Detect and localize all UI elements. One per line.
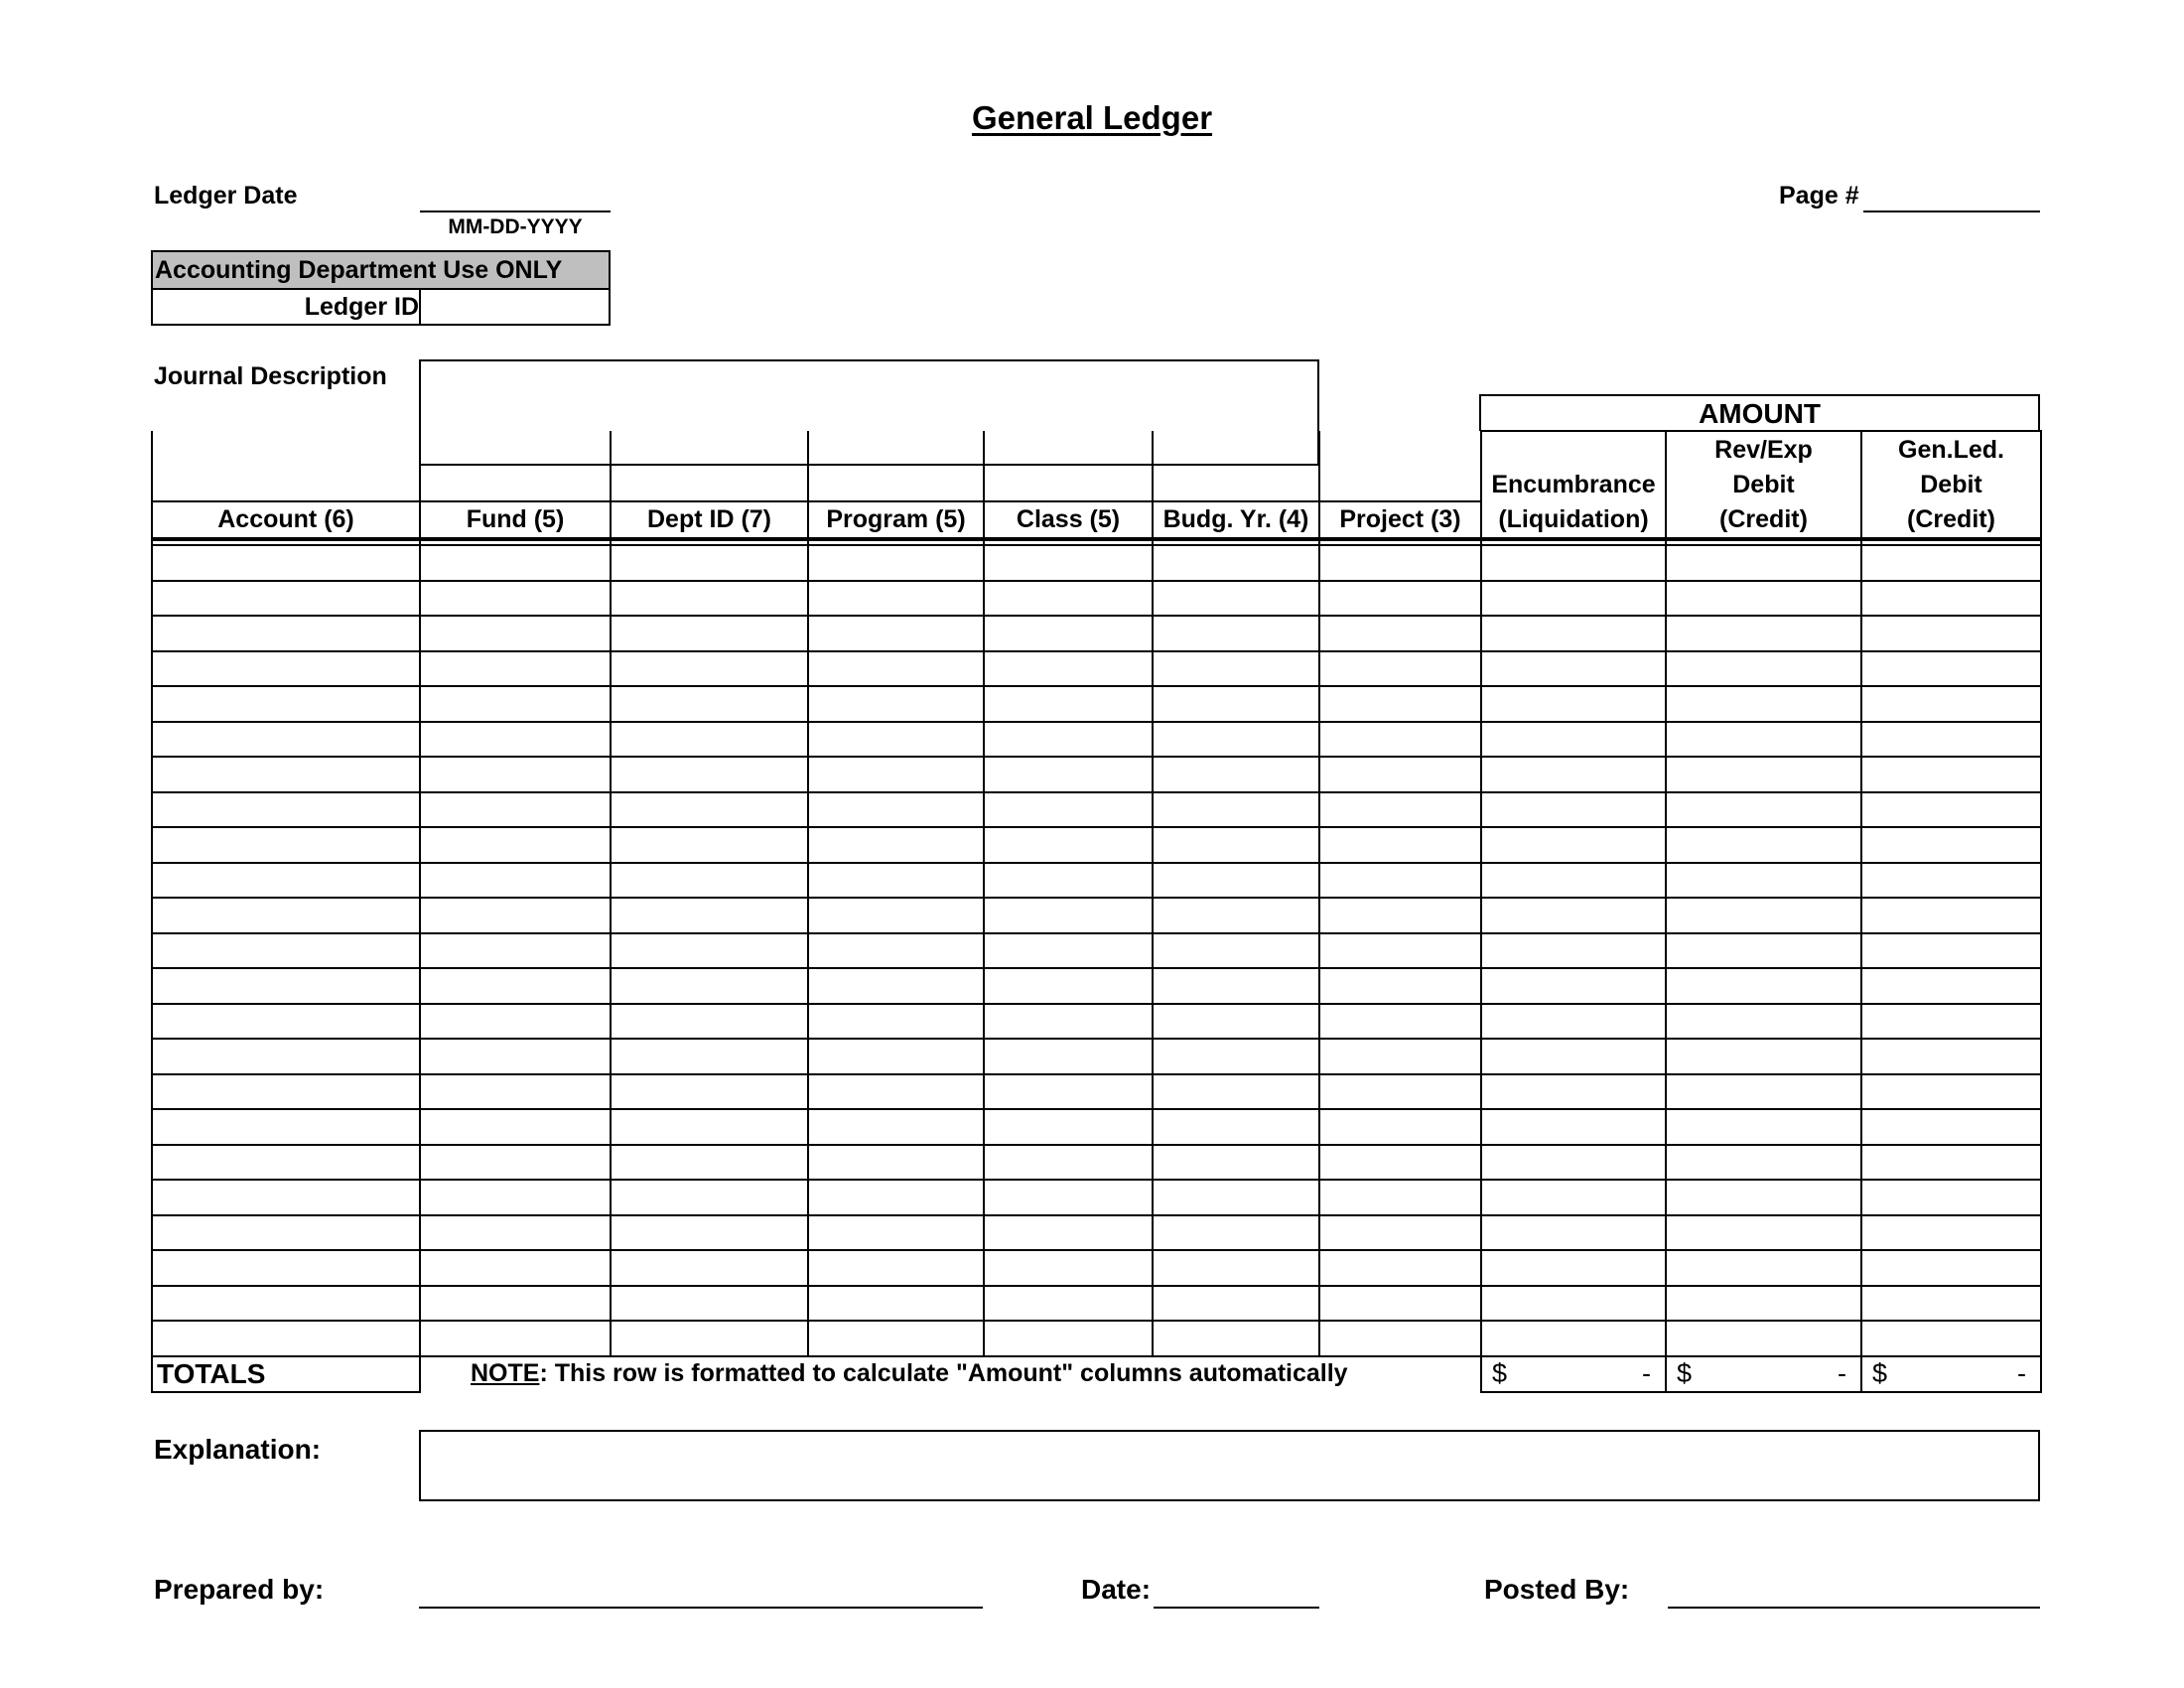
column-header-row — [152, 431, 2041, 539]
column-header-program: Program (5) — [808, 431, 984, 539]
cell-rev-exp[interactable] — [1666, 827, 1861, 863]
table-row — [152, 968, 2041, 1004]
cell-fund[interactable] — [420, 1074, 611, 1110]
cell-project[interactable] — [1319, 1145, 1481, 1181]
cell-project[interactable] — [1319, 545, 1481, 581]
cell-encumbrance[interactable] — [1481, 1215, 1666, 1251]
ledger-table — [151, 430, 2042, 1393]
cell-class[interactable] — [984, 1180, 1153, 1215]
cell-project[interactable] — [1319, 1321, 1481, 1356]
cell-class[interactable] — [984, 863, 1153, 899]
table-row — [152, 898, 2041, 933]
accounting-department-box — [151, 250, 611, 326]
cell-dept-id[interactable] — [611, 898, 808, 933]
cell-account[interactable] — [152, 581, 420, 617]
explanation-label: Explanation: — [154, 1434, 322, 1465]
cell-dept-id[interactable] — [611, 1215, 808, 1251]
cell-program[interactable] — [808, 1039, 984, 1074]
cell-dept-id[interactable] — [611, 1286, 808, 1322]
cell-gen-led[interactable] — [1861, 827, 2041, 863]
cell-fund[interactable] — [420, 1215, 611, 1251]
cell-account[interactable] — [152, 757, 420, 792]
cell-project[interactable] — [1319, 1286, 1481, 1322]
cell-class[interactable] — [984, 686, 1153, 722]
cell-account[interactable] — [152, 1180, 420, 1215]
cell-account[interactable] — [152, 686, 420, 722]
cell-account[interactable] — [152, 792, 420, 828]
table-row — [152, 1250, 2041, 1286]
table-row — [152, 1074, 2041, 1110]
cell-class[interactable] — [984, 1215, 1153, 1251]
cell-rev-exp[interactable] — [1666, 792, 1861, 828]
cell-rev-exp[interactable] — [1666, 1215, 1861, 1251]
cell-project[interactable] — [1319, 863, 1481, 899]
cell-program[interactable] — [808, 968, 984, 1004]
cell-class[interactable] — [984, 968, 1153, 1004]
cell-fund[interactable] — [420, 1286, 611, 1322]
cell-encumbrance[interactable] — [1481, 722, 1666, 758]
cell-budget-year[interactable] — [1153, 581, 1319, 617]
cell-encumbrance[interactable] — [1481, 1109, 1666, 1145]
column-header-account: Account (6) — [152, 431, 420, 539]
cell-rev-exp[interactable] — [1666, 686, 1861, 722]
cell-gen-led[interactable] — [1861, 757, 2041, 792]
cell-class[interactable] — [984, 1321, 1153, 1356]
table-row — [152, 1180, 2041, 1215]
cell-program[interactable] — [808, 863, 984, 899]
column-header-class: Class (5) — [984, 431, 1153, 539]
cell-project[interactable] — [1319, 686, 1481, 722]
cell-dept-id[interactable] — [611, 1180, 808, 1215]
cell-budget-year[interactable] — [1153, 1180, 1319, 1215]
cell-budget-year[interactable] — [1153, 1004, 1319, 1040]
cell-budget-year[interactable] — [1153, 1109, 1319, 1145]
cell-program[interactable] — [808, 1074, 984, 1110]
cell-encumbrance[interactable] — [1481, 686, 1666, 722]
cell-program[interactable] — [808, 1145, 984, 1181]
cell-budget-year[interactable] — [1153, 827, 1319, 863]
cell-encumbrance[interactable] — [1481, 1074, 1666, 1110]
cell-class[interactable] — [984, 1250, 1153, 1286]
table-row — [152, 827, 2041, 863]
cell-project[interactable] — [1319, 757, 1481, 792]
cell-project[interactable] — [1319, 1109, 1481, 1145]
cell-budget-year[interactable] — [1153, 933, 1319, 969]
cell-encumbrance[interactable] — [1481, 757, 1666, 792]
cell-fund[interactable] — [420, 863, 611, 899]
cell-budget-year[interactable] — [1153, 1145, 1319, 1181]
cell-program[interactable] — [808, 1215, 984, 1251]
cell-class[interactable] — [984, 898, 1153, 933]
cell-fund[interactable] — [420, 1250, 611, 1286]
cell-gen-led[interactable] — [1861, 1286, 2041, 1322]
cell-gen-led[interactable] — [1861, 1180, 2041, 1215]
cell-account[interactable] — [152, 933, 420, 969]
cell-rev-exp[interactable] — [1666, 545, 1861, 581]
cell-program[interactable] — [808, 616, 984, 651]
cell-gen-led[interactable] — [1861, 1145, 2041, 1181]
cell-budget-year[interactable] — [1153, 545, 1319, 581]
cell-class[interactable] — [984, 827, 1153, 863]
cell-budget-year[interactable] — [1153, 1321, 1319, 1356]
cell-rev-exp[interactable] — [1666, 581, 1861, 617]
cell-rev-exp[interactable] — [1666, 933, 1861, 969]
cell-rev-exp[interactable] — [1666, 651, 1861, 687]
cell-gen-led[interactable] — [1861, 581, 2041, 617]
cell-account[interactable] — [152, 827, 420, 863]
cell-program[interactable] — [808, 898, 984, 933]
cell-class[interactable] — [984, 1004, 1153, 1040]
cell-account[interactable] — [152, 863, 420, 899]
totals-row — [152, 1356, 2041, 1392]
table-row — [152, 722, 2041, 758]
ledger-id-label: Ledger ID — [304, 293, 419, 321]
ledger-date-field[interactable] — [420, 175, 611, 212]
cell-budget-year[interactable] — [1153, 686, 1319, 722]
cell-class[interactable] — [984, 581, 1153, 617]
cell-encumbrance[interactable] — [1481, 933, 1666, 969]
cell-fund[interactable] — [420, 1145, 611, 1181]
cell-budget-year[interactable] — [1153, 757, 1319, 792]
cell-project[interactable] — [1319, 722, 1481, 758]
cell-rev-exp[interactable] — [1666, 863, 1861, 899]
cell-gen-led[interactable] — [1861, 1039, 2041, 1074]
cell-account[interactable] — [152, 1145, 420, 1181]
cell-rev-exp[interactable] — [1666, 1039, 1861, 1074]
cell-gen-led[interactable] — [1861, 933, 2041, 969]
totals-note-cell — [420, 1356, 1481, 1392]
totals-note: NOTE: This row is formatted to calculate "Amount" columns automatically — [471, 1358, 1348, 1387]
cell-rev-exp[interactable] — [1666, 1180, 1861, 1215]
cell-class[interactable] — [984, 1286, 1153, 1322]
cell-gen-led[interactable] — [1861, 898, 2041, 933]
cell-gen-led[interactable] — [1861, 1215, 2041, 1251]
cell-account[interactable] — [152, 1250, 420, 1286]
cell-program[interactable] — [808, 651, 984, 687]
cell-dept-id[interactable] — [611, 1145, 808, 1181]
cell-dept-id[interactable] — [611, 863, 808, 899]
cell-program[interactable] — [808, 1109, 984, 1145]
explanation-field[interactable] — [419, 1430, 2040, 1501]
cell-encumbrance[interactable] — [1481, 1004, 1666, 1040]
cell-dept-id[interactable] — [611, 545, 808, 581]
date-field[interactable] — [1154, 1569, 1319, 1609]
column-header-gen-led: Gen.Led. Debit (Credit) — [1861, 431, 2041, 539]
cell-program[interactable] — [808, 581, 984, 617]
cell-dept-id[interactable] — [611, 1321, 808, 1356]
cell-project[interactable] — [1319, 1039, 1481, 1074]
table-row — [152, 1215, 2041, 1251]
cell-encumbrance[interactable] — [1481, 968, 1666, 1004]
cell-rev-exp[interactable] — [1666, 722, 1861, 758]
total-encumbrance: $ - — [1481, 1356, 1666, 1392]
cell-account[interactable] — [152, 1039, 420, 1074]
cell-fund[interactable] — [420, 898, 611, 933]
cell-project[interactable] — [1319, 1180, 1481, 1215]
cell-class[interactable] — [984, 933, 1153, 969]
cell-budget-year[interactable] — [1153, 792, 1319, 828]
column-header-project: Project (3) — [1319, 431, 1481, 539]
cell-gen-led[interactable] — [1861, 1004, 2041, 1040]
cell-budget-year[interactable] — [1153, 1215, 1319, 1251]
cell-dept-id[interactable] — [611, 968, 808, 1004]
cell-rev-exp[interactable] — [1666, 968, 1861, 1004]
cell-dept-id[interactable] — [611, 1074, 808, 1110]
cell-budget-year[interactable] — [1153, 651, 1319, 687]
cell-fund[interactable] — [420, 1039, 611, 1074]
column-header-dept-id: Dept ID (7) — [611, 431, 808, 539]
cell-dept-id[interactable] — [611, 686, 808, 722]
cell-fund[interactable] — [420, 686, 611, 722]
cell-dept-id[interactable] — [611, 1250, 808, 1286]
cell-gen-led[interactable] — [1861, 616, 2041, 651]
cell-project[interactable] — [1319, 827, 1481, 863]
cell-fund[interactable] — [420, 722, 611, 758]
table-row — [152, 1109, 2041, 1145]
cell-fund[interactable] — [420, 933, 611, 969]
cell-program[interactable] — [808, 933, 984, 969]
cell-fund[interactable] — [420, 651, 611, 687]
cell-encumbrance[interactable] — [1481, 545, 1666, 581]
cell-encumbrance[interactable] — [1481, 863, 1666, 899]
cell-project[interactable] — [1319, 1074, 1481, 1110]
cell-encumbrance[interactable] — [1481, 1180, 1666, 1215]
cell-gen-led[interactable] — [1861, 968, 2041, 1004]
cell-budget-year[interactable] — [1153, 1250, 1319, 1286]
cell-class[interactable] — [984, 1109, 1153, 1145]
column-header-fund: Fund (5) — [420, 431, 611, 539]
cell-encumbrance[interactable] — [1481, 1250, 1666, 1286]
cell-fund[interactable] — [420, 792, 611, 828]
cell-program[interactable] — [808, 1321, 984, 1356]
cell-rev-exp[interactable] — [1666, 1321, 1861, 1356]
cell-dept-id[interactable] — [611, 757, 808, 792]
cell-budget-year[interactable] — [1153, 898, 1319, 933]
cell-fund[interactable] — [420, 1180, 611, 1215]
total-rev-exp: $ - — [1666, 1356, 1861, 1392]
column-header-encumbrance: Encumbrance (Liquidation) — [1481, 431, 1666, 539]
cell-program[interactable] — [808, 1286, 984, 1322]
column-header-rev-exp: Rev/Exp Debit (Credit) — [1666, 431, 1861, 539]
cell-class[interactable] — [984, 651, 1153, 687]
cell-program[interactable] — [808, 1004, 984, 1040]
cell-gen-led[interactable] — [1861, 545, 2041, 581]
cell-fund[interactable] — [420, 968, 611, 1004]
cell-program[interactable] — [808, 545, 984, 581]
cell-account[interactable] — [152, 1286, 420, 1322]
cell-rev-exp[interactable] — [1666, 1286, 1861, 1322]
cell-dept-id[interactable] — [611, 616, 808, 651]
cell-class[interactable] — [984, 1145, 1153, 1181]
cell-program[interactable] — [808, 686, 984, 722]
cell-gen-led[interactable] — [1861, 1321, 2041, 1356]
amount-header: AMOUNT — [1479, 394, 2040, 431]
cell-program[interactable] — [808, 1250, 984, 1286]
cell-gen-led[interactable] — [1861, 792, 2041, 828]
cell-encumbrance[interactable] — [1481, 1145, 1666, 1181]
cell-dept-id[interactable] — [611, 933, 808, 969]
cell-rev-exp[interactable] — [1666, 1109, 1861, 1145]
cell-fund[interactable] — [420, 757, 611, 792]
table-row — [152, 1286, 2041, 1322]
cell-rev-exp[interactable] — [1666, 1074, 1861, 1110]
cell-project[interactable] — [1319, 898, 1481, 933]
cell-class[interactable] — [984, 792, 1153, 828]
cell-account[interactable] — [152, 545, 420, 581]
cell-fund[interactable] — [420, 827, 611, 863]
cell-program[interactable] — [808, 722, 984, 758]
cell-project[interactable] — [1319, 616, 1481, 651]
cell-account[interactable] — [152, 968, 420, 1004]
cell-encumbrance[interactable] — [1481, 1039, 1666, 1074]
page-number-label: Page # — [1779, 182, 1859, 210]
prepared-by-label: Prepared by: — [154, 1574, 325, 1605]
cell-encumbrance[interactable] — [1481, 651, 1666, 687]
cell-program[interactable] — [808, 792, 984, 828]
table-row — [152, 651, 2041, 687]
cell-dept-id[interactable] — [611, 827, 808, 863]
cell-encumbrance[interactable] — [1481, 827, 1666, 863]
cell-dept-id[interactable] — [611, 581, 808, 617]
cell-dept-id[interactable] — [611, 1109, 808, 1145]
cell-project[interactable] — [1319, 968, 1481, 1004]
table-row — [152, 1004, 2041, 1040]
cell-rev-exp[interactable] — [1666, 1145, 1861, 1181]
posted-by-field[interactable] — [1668, 1569, 2040, 1609]
ledger-date-label: Ledger Date — [154, 182, 298, 210]
cell-budget-year[interactable] — [1153, 722, 1319, 758]
cell-account[interactable] — [152, 1004, 420, 1040]
cell-fund[interactable] — [420, 581, 611, 617]
cell-account[interactable] — [152, 898, 420, 933]
page-title: General Ledger — [971, 99, 1213, 136]
cell-fund[interactable] — [420, 616, 611, 651]
cell-rev-exp[interactable] — [1666, 1004, 1861, 1040]
cell-rev-exp[interactable] — [1666, 616, 1861, 651]
cell-project[interactable] — [1319, 792, 1481, 828]
cell-budget-year[interactable] — [1153, 863, 1319, 899]
cell-gen-led[interactable] — [1861, 863, 2041, 899]
cell-program[interactable] — [808, 827, 984, 863]
date-label: Date: — [1081, 1574, 1152, 1605]
cell-gen-led[interactable] — [1861, 651, 2041, 687]
cell-gen-led[interactable] — [1861, 1074, 2041, 1110]
cell-fund[interactable] — [420, 545, 611, 581]
cell-dept-id[interactable] — [611, 1039, 808, 1074]
table-row — [152, 545, 2041, 581]
table-row — [152, 1321, 2041, 1356]
table-row — [152, 686, 2041, 722]
table-row — [152, 616, 2041, 651]
table-row — [152, 1039, 2041, 1074]
table-row — [152, 757, 2041, 792]
cell-account[interactable] — [152, 1109, 420, 1145]
cell-rev-exp[interactable] — [1666, 757, 1861, 792]
totals-label: TOTALS — [152, 1356, 420, 1392]
cell-project[interactable] — [1319, 933, 1481, 969]
cell-encumbrance[interactable] — [1481, 1286, 1666, 1322]
cell-project[interactable] — [1319, 1250, 1481, 1286]
cell-project[interactable] — [1319, 1215, 1481, 1251]
table-row — [152, 933, 2041, 969]
cell-budget-year[interactable] — [1153, 616, 1319, 651]
cell-gen-led[interactable] — [1861, 686, 2041, 722]
cell-fund[interactable] — [420, 1321, 611, 1356]
cell-budget-year[interactable] — [1153, 968, 1319, 1004]
ledger-id-field[interactable] — [419, 290, 609, 324]
cell-dept-id[interactable] — [611, 722, 808, 758]
cell-account[interactable] — [152, 1215, 420, 1251]
cell-encumbrance[interactable] — [1481, 792, 1666, 828]
cell-program[interactable] — [808, 757, 984, 792]
cell-dept-id[interactable] — [611, 1004, 808, 1040]
table-row — [152, 1145, 2041, 1181]
page-number-field[interactable] — [1863, 175, 2040, 212]
cell-dept-id[interactable] — [611, 651, 808, 687]
total-gen-led: $ - — [1861, 1356, 2041, 1392]
cell-budget-year[interactable] — [1153, 1286, 1319, 1322]
cell-dept-id[interactable] — [611, 792, 808, 828]
table-row — [152, 792, 2041, 828]
journal-description-label: Journal Description — [154, 362, 387, 390]
cell-encumbrance[interactable] — [1481, 616, 1666, 651]
cell-rev-exp[interactable] — [1666, 1250, 1861, 1286]
cell-project[interactable] — [1319, 1004, 1481, 1040]
accounting-department-header: Accounting Department Use ONLY — [153, 252, 609, 290]
cell-fund[interactable] — [420, 1109, 611, 1145]
cell-account[interactable] — [152, 651, 420, 687]
cell-gen-led[interactable] — [1861, 1250, 2041, 1286]
cell-project[interactable] — [1319, 581, 1481, 617]
cell-account[interactable] — [152, 1074, 420, 1110]
cell-gen-led[interactable] — [1861, 722, 2041, 758]
prepared-by-field[interactable] — [419, 1569, 983, 1609]
cell-class[interactable] — [984, 722, 1153, 758]
posted-by-label: Posted By: — [1484, 1574, 1630, 1605]
cell-encumbrance[interactable] — [1481, 1321, 1666, 1356]
table-row — [152, 581, 2041, 617]
cell-class[interactable] — [984, 616, 1153, 651]
column-header-budget-year: Budg. Yr. (4) — [1153, 431, 1319, 539]
cell-budget-year[interactable] — [1153, 1074, 1319, 1110]
cell-class[interactable] — [984, 1039, 1153, 1074]
cell-fund[interactable] — [420, 1004, 611, 1040]
cell-gen-led[interactable] — [1861, 1109, 2041, 1145]
cell-program[interactable] — [808, 1180, 984, 1215]
cell-account[interactable] — [152, 616, 420, 651]
cell-class[interactable] — [984, 757, 1153, 792]
cell-encumbrance[interactable] — [1481, 581, 1666, 617]
cell-class[interactable] — [984, 1074, 1153, 1110]
cell-rev-exp[interactable] — [1666, 898, 1861, 933]
cell-class[interactable] — [984, 545, 1153, 581]
cell-account[interactable] — [152, 1321, 420, 1356]
cell-project[interactable] — [1319, 651, 1481, 687]
ledger-date-format-hint: MM-DD-YYYY — [448, 215, 583, 238]
cell-encumbrance[interactable] — [1481, 898, 1666, 933]
cell-account[interactable] — [152, 722, 420, 758]
cell-budget-year[interactable] — [1153, 1039, 1319, 1074]
table-row — [152, 863, 2041, 899]
